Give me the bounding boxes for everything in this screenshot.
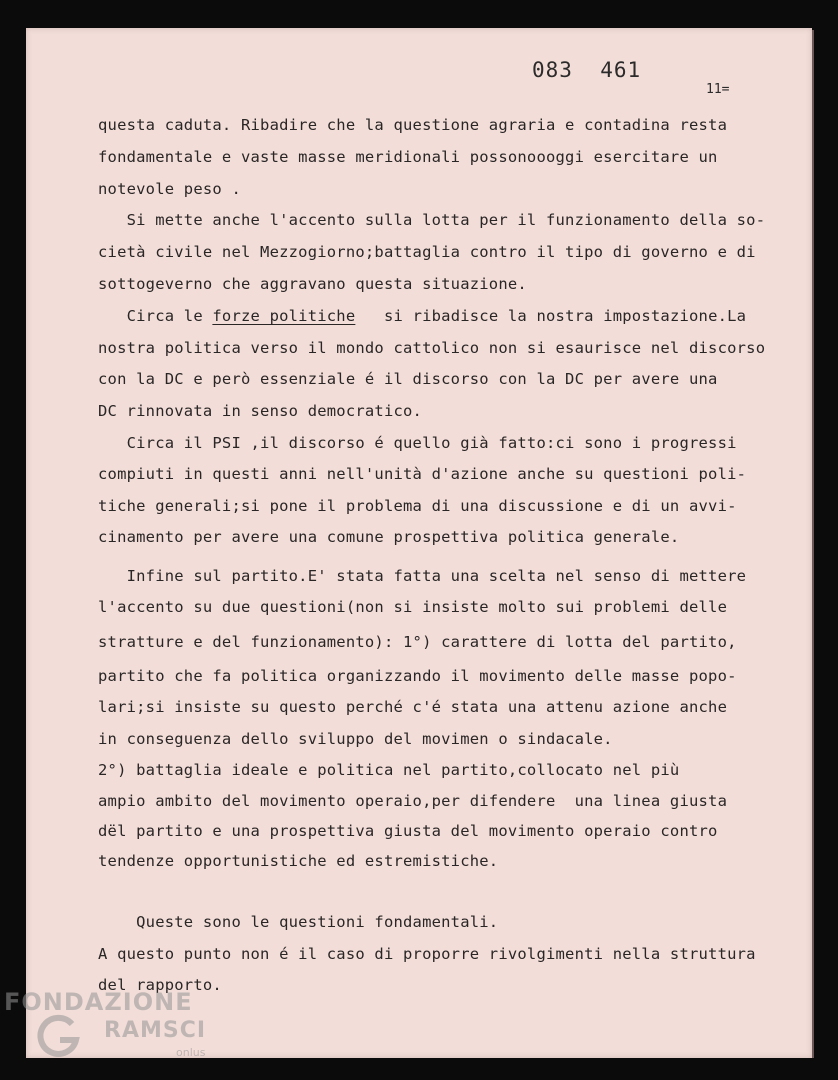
- text-line-15: Infine sul partito.E' stata fatta una scelta nel senso di mettere: [98, 567, 747, 585]
- text-line-9: con la DC e però essenziale é il discorso con la DC per avere una: [98, 370, 718, 388]
- text-line-4: Si mette anche l'accento sulla lotta per il funzionamento della so-: [98, 211, 766, 229]
- text-line-16: l'accento su due questioni(non si insiste molto sui problemi delle: [98, 598, 728, 616]
- text-line-26: A questo punto non é il caso di proporre rivolgimenti nella struttura: [98, 945, 756, 963]
- text-line-7-prefix: Circa le: [98, 307, 213, 325]
- text-line-14: cinamento per avere una comune prospettiva politica generale.: [98, 528, 680, 546]
- document-number: 083 461: [532, 58, 642, 82]
- text-line-18: partito che fa politica organizzando il movimento delle masse popo-: [98, 667, 737, 685]
- text-line-21: 2°) battaglia ideale e politica nel partito,collocato nel più: [98, 761, 680, 779]
- watermark-onlus: onlus: [176, 1046, 206, 1059]
- text-line-8: nostra politica verso il mondo cattolico non si esaurisce nel discorso: [98, 339, 766, 357]
- watermark-gramsci: RAMSCI: [104, 1018, 207, 1043]
- page-number: 11=: [706, 82, 730, 97]
- text-line-3: notevole peso .: [98, 180, 241, 198]
- watermark-g-logo-icon: [32, 1010, 84, 1062]
- text-line-24: tendenze opportunistiche ed estremistiche.: [98, 852, 499, 870]
- text-line-7-rest: si ribadisce la nostra impostazione.La: [383, 307, 747, 325]
- text-line-13: tiche generali;si pone il problema di una discussione e di un avvi-: [98, 497, 737, 515]
- text-line-11: Circa il PSI ,il discorso é quello già fatto:ci sono i progressi: [98, 434, 737, 452]
- text-line-27: del rapporto.: [98, 976, 222, 994]
- underlined-phrase: forze politiche: [212, 307, 356, 325]
- text-line-17: stratture e del funzionamento): 1°) carattere di lotta del partito,: [98, 633, 737, 651]
- text-line-22: ampio ambito del movimento operaio,per difendere una linea giusta: [98, 792, 728, 810]
- text-line-23: dël partito e una prospettiva giusta del movimento operaio contro: [98, 822, 718, 840]
- text-line-2: fondamentale e vaste masse meridionali possonoooggi esercitare un: [98, 148, 718, 166]
- text-line-5: cietà civile nel Mezzogiorno;battaglia contro il tipo di governo e di: [98, 243, 756, 261]
- text-line-20: in conseguenza dello sviluppo del movimen o sindacale.: [98, 730, 613, 748]
- text-line-1: questa caduta. Ribadire che la questione agraria e contadina resta: [98, 116, 728, 134]
- text-line-25: Queste sono le questioni fondamentali.: [98, 913, 499, 931]
- text-line-10: DC rinnovata in senso democratico.: [98, 402, 423, 420]
- page-edge: [812, 30, 814, 1058]
- watermark-fondazione: FONDAZIONE: [4, 988, 193, 1016]
- text-line-7: [98, 307, 746, 325]
- text-line-6: sottogeverno che aggravano questa situazione.: [98, 275, 527, 293]
- text-line-19: lari;si insiste su questo perché c'é stata una attenu azione anche: [98, 698, 728, 716]
- text-line-12: compiuti in questi anni nell'unità d'azione anche su questioni poli-: [98, 465, 747, 483]
